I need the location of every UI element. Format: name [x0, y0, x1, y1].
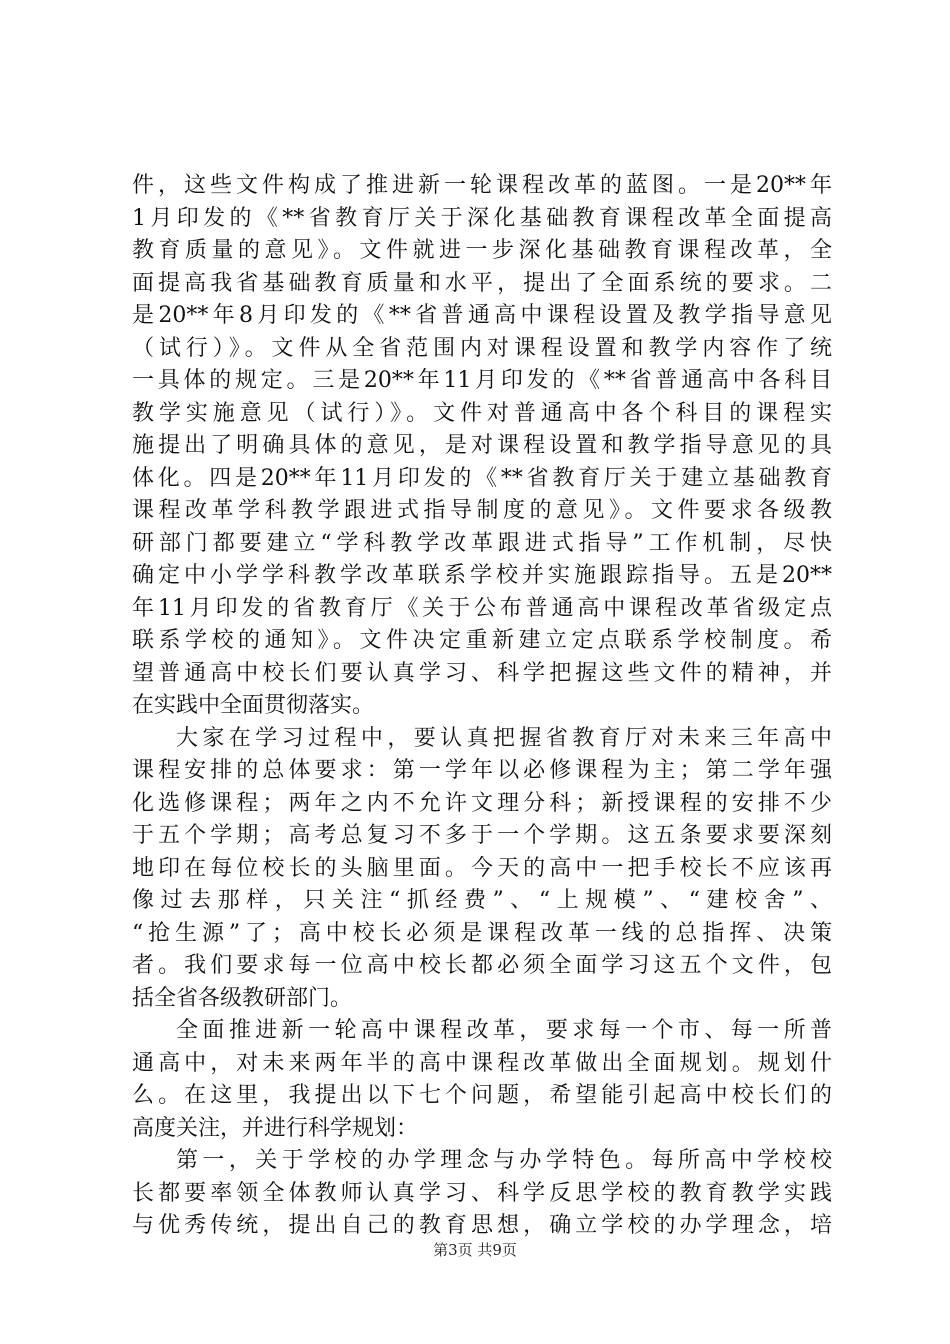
paragraph: [132, 1145, 832, 1243]
text-line: 课程改革学科教学跟进式指导制度的意见》。文件要求各级教: [132, 498, 832, 523]
text-line: 于五个学期；高考总复习不多于一个学期。这五条要求要深刻: [132, 823, 832, 848]
document-body: [132, 170, 832, 1243]
text-line: 联系学校的通知》。文件决定重新建立定点联系学校制度。希: [132, 628, 832, 653]
text-line: 大家在学习过程中，要认真把握省教育厅对未来三年高中: [176, 725, 832, 751]
text-line: 体化。四是20**年11月印发的《**省教育厅关于建立基础教育: [132, 465, 832, 491]
text-line: 与优秀传统，提出自己的教育思想，确立学校的办学理念，培: [132, 1213, 832, 1238]
text-line: 1月印发的《**省教育厅关于深化基础教育课程改革全面提高: [132, 205, 832, 231]
text-line: 在实践中全面贯彻落实。: [132, 693, 375, 718]
text-line: 么。在这里，我提出以下七个问题，希望能引起高中校长们的: [132, 1083, 832, 1108]
text-line: 是20**年8月印发的《**省普通高中课程设置及教学指导意见: [132, 303, 832, 328]
text-line: 课程安排的总体要求：第一学年以必修课程为主；第二学年强: [132, 758, 832, 783]
text-line: 像过去那样，只关注“抓经费”、“上规模”、“建校舍”、: [132, 888, 832, 913]
text-line: 长都要率领全体教师认真学习、科学反思学校的教育教学实践: [132, 1180, 832, 1206]
text-line: 通高中，对未来两年半的高中课程改革做出全面规划。规划什: [132, 1050, 832, 1076]
text-line: 地印在每位校长的头脑里面。今天的高中一把手校长不应该再: [132, 855, 832, 881]
text-line: 施提出了明确具体的意见，是对课程设置和教学指导意见的具: [132, 433, 832, 458]
paragraph: [132, 1015, 832, 1145]
text-line: 括全省各级教研部门。: [132, 985, 353, 1011]
text-line: 第一，关于学校的办学理念与办学特色。每所高中学校校: [176, 1148, 832, 1173]
paragraph: [132, 723, 832, 1016]
text-line: 面提高我省基础教育质量和水平，提出了全面系统的要求。二: [132, 270, 832, 296]
text-line: 确定中小学学科教学改革联系学校并实施跟踪指导。五是20**: [132, 563, 832, 588]
text-line: 高度关注，并进行科学规划：: [132, 1115, 419, 1141]
text-line: “抢生源”了；高中校长必须是课程改革一线的总指挥、决策: [132, 920, 832, 946]
text-line: 教育质量的意见》。文件就进一步深化基础教育课程改革，全: [132, 238, 832, 263]
text-line: 望普通高中校长们要认真学习、科学把握这些文件的精神，并: [132, 660, 832, 686]
text-line: 一具体的规定。三是20**年11月印发的《**省普通高中各科目: [132, 368, 832, 393]
text-line: 年11月印发的省教育厅《关于公布普通高中课程改革省级定点: [132, 595, 832, 621]
text-line: 研部门都要建立“学科教学改革跟进式指导”工作机制，尽快: [132, 530, 832, 556]
page-number-label: 第3页 共9页: [433, 1241, 517, 1259]
text-line: 全面推进新一轮高中课程改革，要求每一个市、每一所普: [176, 1018, 832, 1043]
text-line: 者。我们要求每一位高中校长都必须全面学习这五个文件，包: [132, 953, 832, 978]
text-line: （试行）》。文件从全省范围内对课程设置和教学内容作了统: [132, 335, 832, 361]
text-line: 件，这些文件构成了推进新一轮课程改革的蓝图。一是20**年: [132, 173, 832, 198]
text-line: 教学实施意见（试行）》。文件对普通高中各个科目的课程实: [132, 400, 832, 426]
text-line: 化选修课程；两年之内不允许文理分科；新授课程的安排不少: [132, 790, 832, 816]
paragraph: [132, 170, 832, 723]
page-footer: [0, 1240, 950, 1260]
